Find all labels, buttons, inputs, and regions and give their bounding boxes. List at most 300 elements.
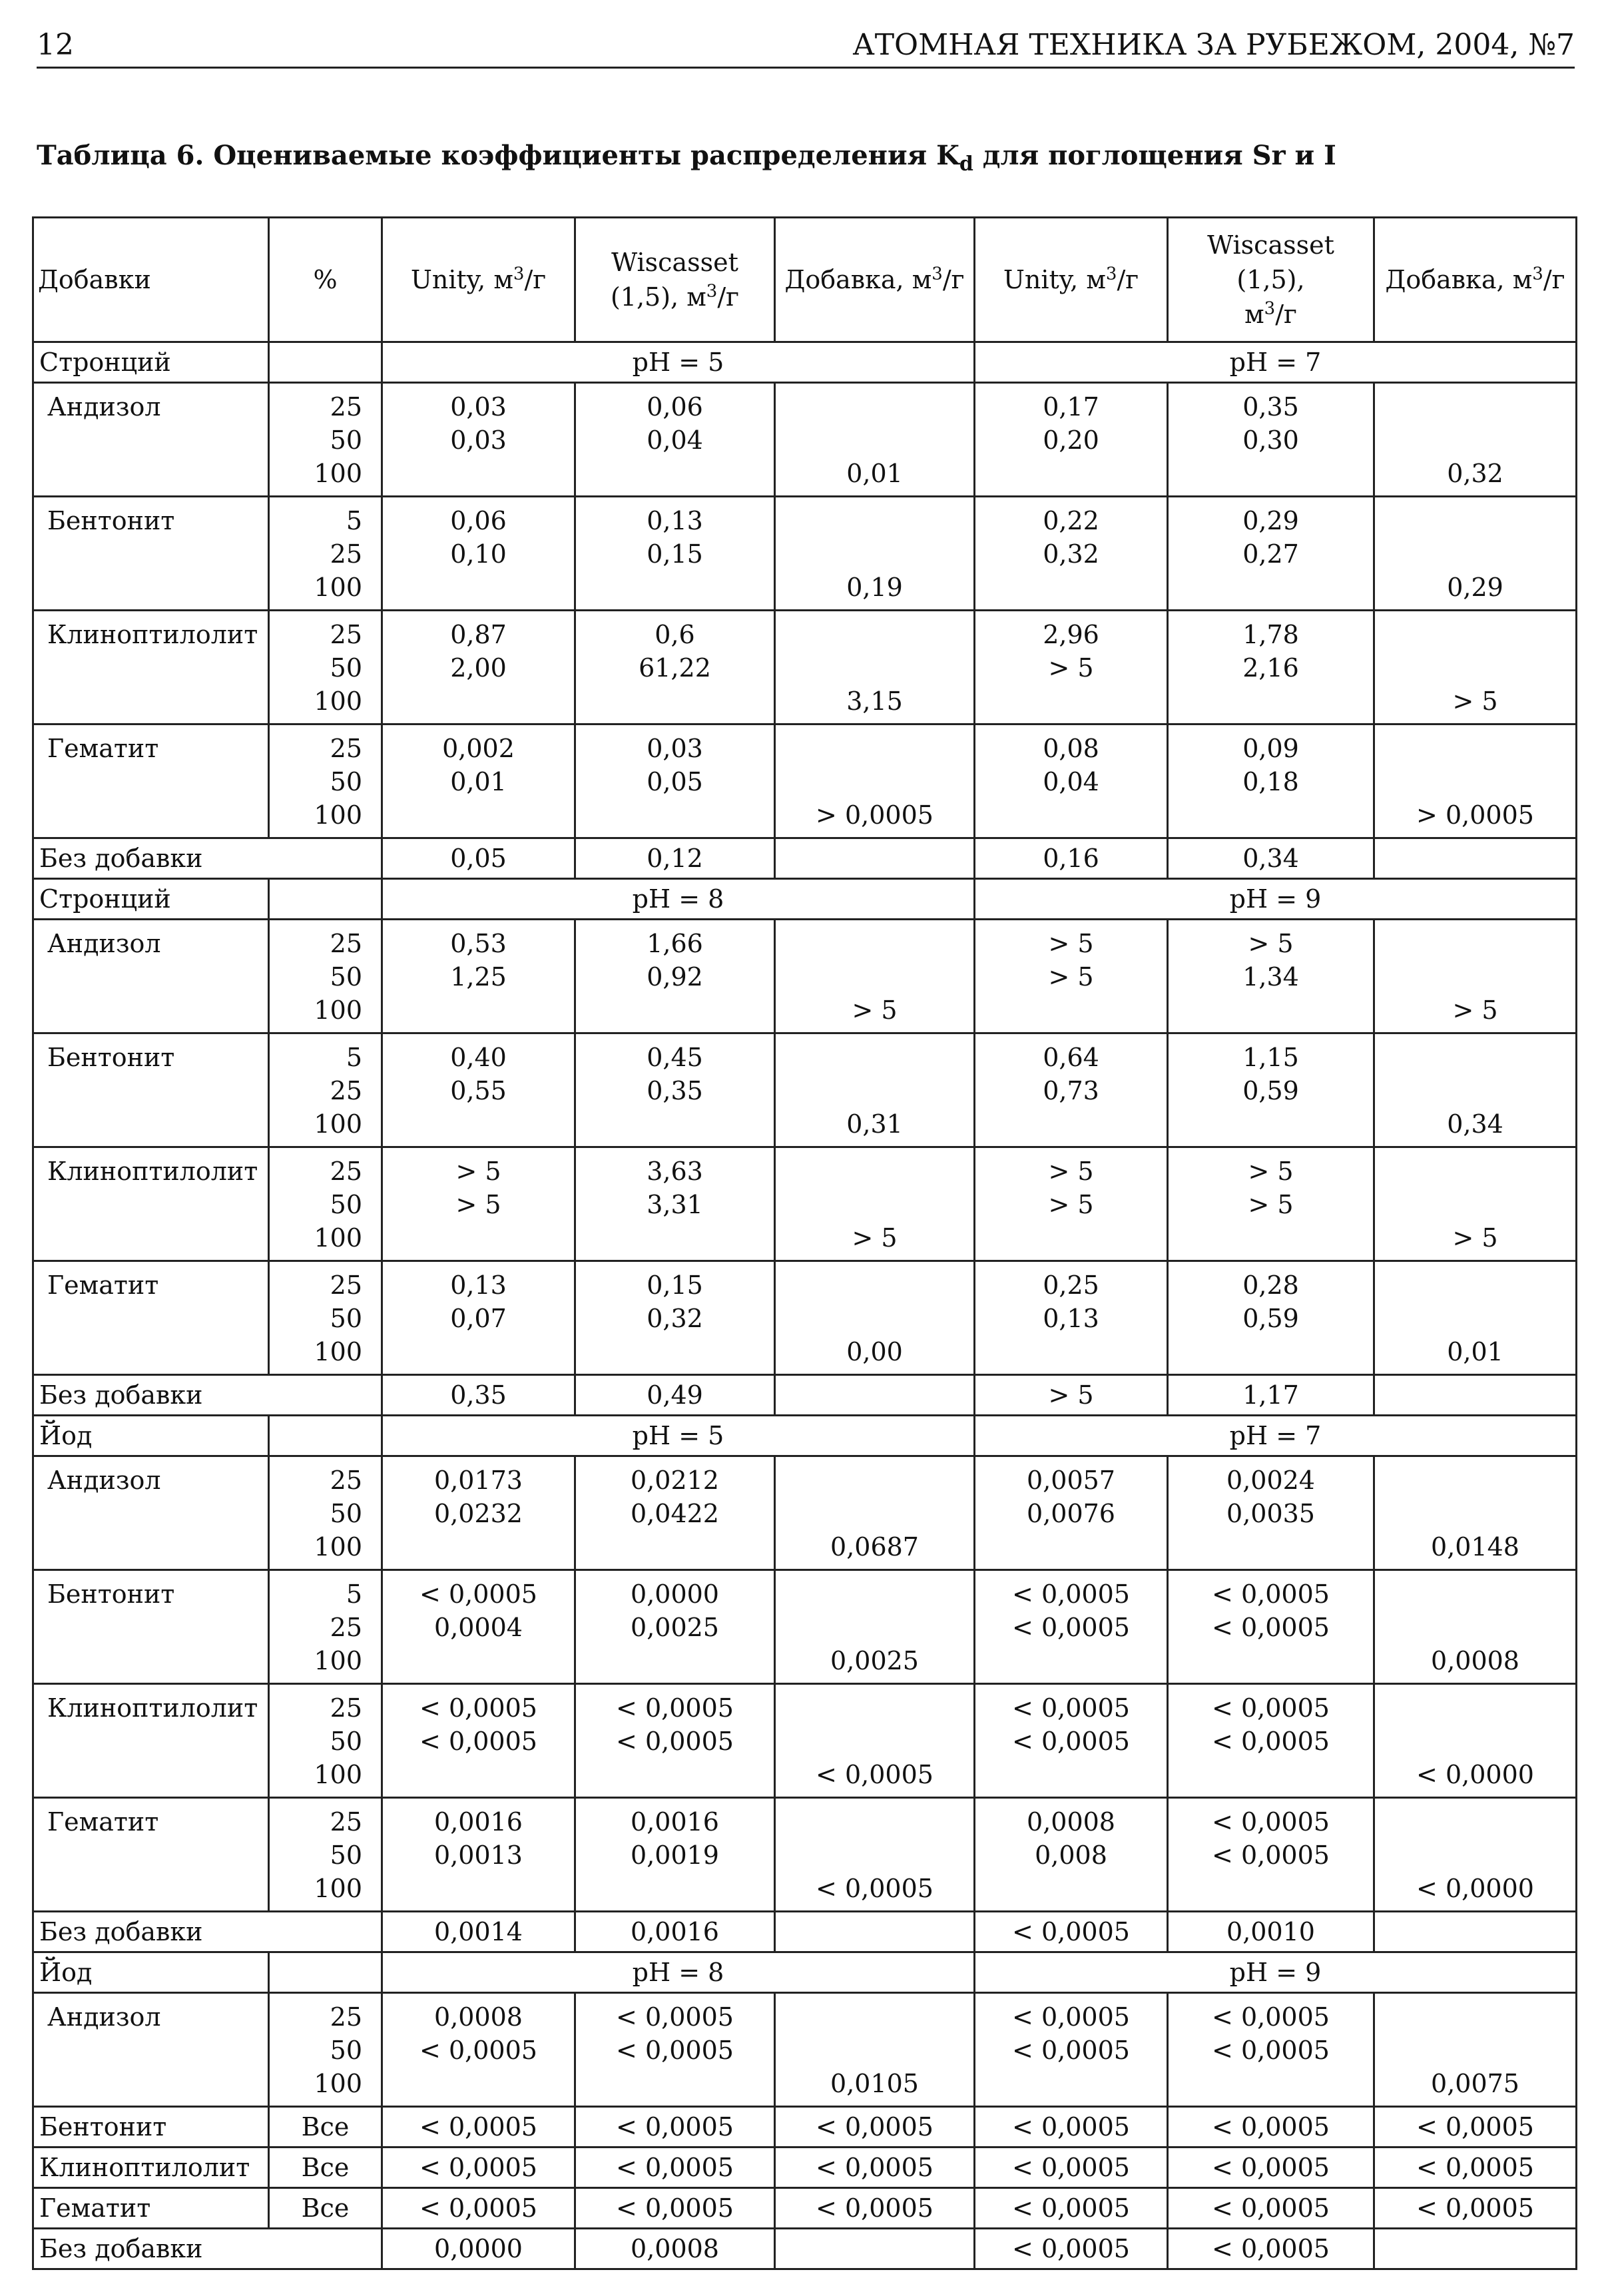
- section-ph-left: pH = 8: [382, 1952, 975, 1993]
- unity-value: [975, 920, 1168, 1033]
- wiscasset-value: [575, 1147, 775, 1261]
- unity-value-line: > 5: [1048, 653, 1094, 683]
- unity-value-line: < 0,0005: [1012, 2036, 1130, 2065]
- section-spacer: [269, 1416, 382, 1456]
- wiscasset-value-line: < 0,0005: [616, 2036, 734, 2065]
- additive-value: < 0,0005: [775, 1684, 975, 1798]
- additive-value: 3,15: [775, 611, 975, 724]
- percent: [269, 920, 382, 1033]
- percent: Все: [269, 2107, 382, 2148]
- percent-line: 100: [314, 1109, 362, 1139]
- unity-value-line: [388, 1530, 569, 1564]
- additive-name: Клиноптилолит: [33, 611, 269, 724]
- unity-value-line: 0,002: [442, 734, 515, 763]
- unity-value-line: < 0,0005: [1012, 2002, 1130, 2032]
- percent-line: 50: [330, 962, 362, 992]
- percent-line: 100: [314, 573, 362, 602]
- value-cell: < 0,0005: [575, 2107, 775, 2148]
- value-cell: < 0,0005: [575, 2188, 775, 2229]
- unity-value: [382, 1261, 575, 1375]
- additive-value: < 0,0005: [775, 1798, 975, 1912]
- wiscasset-value-line: 1,15: [1242, 1043, 1299, 1072]
- baseline-value: 0,16: [975, 838, 1168, 879]
- wiscasset-value: [1168, 1456, 1374, 1570]
- additive-value: 0,01: [775, 383, 975, 497]
- percent: [269, 1798, 382, 1912]
- unity-value-line: [981, 1530, 1161, 1564]
- wiscasset-value-line: 0,32: [647, 1304, 703, 1333]
- percent-line: 50: [330, 1304, 362, 1333]
- wiscasset-value-line: 1,66: [647, 929, 703, 958]
- wiscasset-value-line: 0,35: [1242, 392, 1299, 422]
- additive-value: > 5: [1374, 1147, 1577, 1261]
- section-spacer: [269, 1952, 382, 1993]
- unity-value-line: 0,03: [450, 426, 507, 455]
- additive-value: 0,0025: [775, 1570, 975, 1684]
- additive-value: 0,0008: [1374, 1570, 1577, 1684]
- table-row: [33, 2188, 1577, 2229]
- percent-line: 100: [314, 687, 362, 716]
- unity-value: [975, 383, 1168, 497]
- table-row: [33, 2107, 1577, 2148]
- unity-value-line: 0,0008: [1027, 1807, 1115, 1837]
- wiscasset-value: [1168, 920, 1374, 1033]
- unity-value-line: [388, 457, 569, 490]
- wiscasset-value-line: 0,59: [1242, 1076, 1299, 1105]
- baseline-value: 0,49: [575, 1375, 775, 1416]
- section-header-row: [33, 1952, 1577, 1993]
- section-ph-right: pH = 9: [975, 1952, 1577, 1993]
- unity-value-line: [388, 1758, 569, 1791]
- table-row: [33, 383, 1577, 497]
- wiscasset-value-line: 3,31: [647, 1190, 703, 1219]
- wiscasset-value-line: < 0,0005: [1212, 2036, 1330, 2065]
- percent: [269, 1456, 382, 1570]
- baseline-row: [33, 1912, 1577, 1952]
- wiscasset-value-line: 1,78: [1242, 620, 1299, 649]
- unity-value-line: [981, 798, 1161, 832]
- unity-value-line: [388, 798, 569, 832]
- wiscasset-value-line: 0,15: [647, 1271, 703, 1300]
- additive-name: Андизол: [33, 383, 269, 497]
- wiscasset-value: [575, 920, 775, 1033]
- wiscasset-value-line: 0,0016: [631, 1807, 719, 1837]
- baseline-value: 0,0008: [575, 2229, 775, 2269]
- wiscasset-value: [575, 611, 775, 724]
- unity-value-line: [981, 685, 1161, 718]
- unity-value-line: < 0,0005: [419, 1579, 537, 1609]
- unity-value: [382, 611, 575, 724]
- wiscasset-value-line: [1174, 571, 1368, 604]
- unity-value-line: > 5: [1048, 1157, 1094, 1186]
- unity-value: [975, 1456, 1168, 1570]
- section-header-row: [33, 879, 1577, 920]
- unity-value-line: < 0,0005: [1012, 1693, 1130, 1723]
- unity-value-line: > 5: [1048, 962, 1094, 992]
- unity-value: [382, 1456, 575, 1570]
- wiscasset-value: [575, 1456, 775, 1570]
- unity-value-line: [981, 571, 1161, 604]
- unity-value-line: 0,73: [1043, 1076, 1099, 1105]
- percent-line: 100: [314, 1760, 362, 1789]
- section-ph-right: pH = 7: [975, 342, 1577, 383]
- unity-value-line: 0,0013: [434, 1841, 523, 1870]
- unity-value-line: [981, 994, 1161, 1027]
- additive-value: 0,0105: [775, 1993, 975, 2107]
- unity-value-line: 0,0076: [1027, 1499, 1115, 1528]
- wiscasset-value-line: 0,09: [1242, 734, 1299, 763]
- unity-value-line: 0,0232: [434, 1499, 523, 1528]
- percent-line: 100: [314, 800, 362, 830]
- section-element: Стронций: [33, 342, 269, 383]
- unity-value-line: > 5: [455, 1157, 501, 1186]
- percent-line: 5: [346, 1579, 362, 1609]
- wiscasset-value: [1168, 1798, 1374, 1912]
- unity-value: [382, 1993, 575, 2107]
- wiscasset-value-line: 0,04: [647, 426, 703, 455]
- wiscasset-value-line: < 0,0005: [1212, 1693, 1330, 1723]
- value-cell: < 0,0005: [975, 2188, 1168, 2229]
- unity-value: [975, 1033, 1168, 1147]
- wiscasset-value-line: [581, 1335, 768, 1368]
- wiscasset-value-line: [581, 1758, 768, 1791]
- unity-value-line: 0,07: [450, 1304, 507, 1333]
- baseline-value: 1,17: [1168, 1375, 1374, 1416]
- baseline-value: 0,0016: [575, 1912, 775, 1952]
- additive-name: Бентонит: [33, 2107, 269, 2148]
- baseline-value: [775, 2229, 975, 2269]
- unity-value: [382, 1684, 575, 1798]
- percent: [269, 1147, 382, 1261]
- wiscasset-value-line: [1174, 798, 1368, 832]
- table-row: [33, 1261, 1577, 1375]
- baseline-label: Без добавки: [33, 1375, 382, 1416]
- value-cell: < 0,0005: [1168, 2188, 1374, 2229]
- additive-value: > 5: [775, 920, 975, 1033]
- unity-value-line: [981, 1107, 1161, 1141]
- additive-name: Бентонит: [33, 497, 269, 611]
- wiscasset-value-line: [1174, 1758, 1368, 1791]
- wiscasset-value-line: < 0,0005: [616, 1727, 734, 1756]
- value-cell: < 0,0005: [1374, 2107, 1577, 2148]
- col-header-wiscasset-2: Wiscasset (1,5), $м^3/г$: [1168, 218, 1374, 342]
- unity-value-line: 0,0016: [434, 1807, 523, 1837]
- wiscasset-value-line: [581, 1107, 768, 1141]
- unity-value-line: [981, 1221, 1161, 1255]
- baseline-value: 0,0010: [1168, 1912, 1374, 1952]
- wiscasset-value-line: 0,0000: [631, 1579, 719, 1609]
- col-header-additive-value-1: Добавка, $м^3/г$: [775, 218, 975, 342]
- unity-value: [975, 611, 1168, 724]
- unity-value: [975, 1570, 1168, 1684]
- wiscasset-value: [575, 383, 775, 497]
- wiscasset-value-line: 2,16: [1242, 653, 1299, 683]
- wiscasset-value-line: [1174, 1221, 1368, 1255]
- wiscasset-value-line: [581, 457, 768, 490]
- unity-value: [975, 497, 1168, 611]
- section-ph-left: pH = 8: [382, 879, 975, 920]
- percent-line: 100: [314, 1337, 362, 1366]
- percent-line: 25: [330, 539, 362, 569]
- unity-value-line: 0,06: [450, 506, 507, 535]
- percent-line: 25: [330, 2002, 362, 2032]
- additive-name: Бентонит: [33, 1033, 269, 1147]
- value-cell: < 0,0005: [775, 2188, 975, 2229]
- unity-value: [382, 383, 575, 497]
- unity-value-line: 0,03: [450, 392, 507, 422]
- unity-value-line: > 5: [1048, 929, 1094, 958]
- wiscasset-value: [1168, 1147, 1374, 1261]
- wiscasset-value-line: 0,0024: [1226, 1466, 1315, 1495]
- table-row: [33, 497, 1577, 611]
- wiscasset-value: [1168, 1993, 1374, 2107]
- additive-name: Клиноптилолит: [33, 1147, 269, 1261]
- percent: [269, 724, 382, 838]
- value-cell: < 0,0005: [975, 2107, 1168, 2148]
- baseline-row: [33, 1375, 1577, 1416]
- wiscasset-value: [575, 1033, 775, 1147]
- additive-value: 0,29: [1374, 497, 1577, 611]
- unity-value-line: 1,25: [450, 962, 507, 992]
- wiscasset-value-line: < 0,0005: [616, 1693, 734, 1723]
- wiscasset-value-line: 0,59: [1242, 1304, 1299, 1333]
- section-ph-right: pH = 7: [975, 1416, 1577, 1456]
- additive-value: 0,34: [1374, 1033, 1577, 1147]
- unity-value-line: [388, 1107, 569, 1141]
- percent-line: 100: [314, 459, 362, 488]
- section-header-row: [33, 342, 1577, 383]
- wiscasset-value-line: [581, 798, 768, 832]
- unity-value-line: 0,01: [450, 767, 507, 796]
- table-row: [33, 611, 1577, 724]
- table-row: [33, 1684, 1577, 1798]
- additive-name: Андизол: [33, 1456, 269, 1570]
- unity-value-line: [388, 1221, 569, 1255]
- journal-title: АТОМНАЯ ТЕХНИКА ЗА РУБЕЖОМ, 2004, №7: [852, 28, 1575, 62]
- wiscasset-value-line: > 5: [1248, 1190, 1294, 1219]
- unity-value-line: < 0,0005: [1012, 1613, 1130, 1642]
- unity-value-line: [388, 685, 569, 718]
- additive-value: 0,32: [1374, 383, 1577, 497]
- baseline-value: [775, 838, 975, 879]
- wiscasset-value-line: 0,0025: [631, 1613, 719, 1642]
- unity-value-line: 0,008: [1035, 1841, 1107, 1870]
- wiscasset-value: [1168, 1684, 1374, 1798]
- value-cell: < 0,0005: [1374, 2188, 1577, 2229]
- unity-value: [382, 1033, 575, 1147]
- percent-line: 50: [330, 1190, 362, 1219]
- unity-value-line: < 0,0005: [419, 2036, 537, 2065]
- wiscasset-value: [575, 724, 775, 838]
- unity-value: [382, 920, 575, 1033]
- baseline-value: [1374, 838, 1577, 879]
- unity-value-line: 0,40: [450, 1043, 507, 1072]
- percent-line: 50: [330, 1841, 362, 1870]
- percent-line: 100: [314, 2069, 362, 2098]
- section-spacer: [269, 342, 382, 383]
- additive-value: 0,01: [1374, 1261, 1577, 1375]
- table-caption: Таблица 6. Оцениваемые коэффициенты распределения $K_d$ для поглощения Sr и I: [37, 140, 1336, 176]
- unity-value-line: 0,87: [450, 620, 507, 649]
- wiscasset-value: [1168, 1570, 1374, 1684]
- percent-line: 25: [330, 392, 362, 422]
- wiscasset-value: [575, 1684, 775, 1798]
- wiscasset-value-line: 1,34: [1242, 962, 1299, 992]
- percent-line: 25: [330, 1466, 362, 1495]
- col-header-wiscasset-1: Wiscasset (1,5), $м^3/г$: [575, 218, 775, 342]
- additive-name: Андизол: [33, 920, 269, 1033]
- col-header-additive-value-2: Добавка, $м^3/г$: [1374, 218, 1577, 342]
- unity-value-line: 2,00: [450, 653, 507, 683]
- percent-line: 50: [330, 1499, 362, 1528]
- table-row: [33, 1570, 1577, 1684]
- percent-line: 50: [330, 1727, 362, 1756]
- wiscasset-value-line: 0,13: [647, 506, 703, 535]
- percent: Все: [269, 2188, 382, 2229]
- unity-value-line: [388, 1335, 569, 1368]
- unity-value-line: < 0,0005: [419, 1727, 537, 1756]
- wiscasset-value-line: [581, 2067, 768, 2100]
- wiscasset-value-line: 0,92: [647, 962, 703, 992]
- unity-value-line: 0,0173: [434, 1466, 523, 1495]
- unity-value-line: > 5: [1048, 1190, 1094, 1219]
- unity-value-line: 0,0008: [434, 2002, 523, 2032]
- unity-value-line: 0,08: [1043, 734, 1099, 763]
- unity-value-line: [388, 2067, 569, 2100]
- unity-value-line: [981, 1335, 1161, 1368]
- col-header-unity-2: Unity, $м^3/г$: [975, 218, 1168, 342]
- additive-value: 0,19: [775, 497, 975, 611]
- additive-value: < 0,0000: [1374, 1684, 1577, 1798]
- additive-value: 0,00: [775, 1261, 975, 1375]
- additive-value: 0,0148: [1374, 1456, 1577, 1570]
- unity-value-line: 0,55: [450, 1076, 507, 1105]
- wiscasset-value-line: [581, 1530, 768, 1564]
- distribution-coefficients-table: [32, 216, 1577, 2270]
- wiscasset-value-line: [581, 571, 768, 604]
- wiscasset-value-line: 0,45: [647, 1043, 703, 1072]
- unity-value: [975, 1798, 1168, 1912]
- unity-value: [975, 1684, 1168, 1798]
- percent-line: 25: [330, 620, 362, 649]
- baseline-value: 0,0014: [382, 1912, 575, 1952]
- additive-name: Клиноптилолит: [33, 1684, 269, 1798]
- table-row: [33, 1456, 1577, 1570]
- unity-value-line: [981, 1872, 1161, 1905]
- wiscasset-value-line: [581, 994, 768, 1027]
- wiscasset-value-line: < 0,0005: [1212, 1727, 1330, 1756]
- value-cell: < 0,0005: [382, 2148, 575, 2188]
- unity-value: [382, 1798, 575, 1912]
- table-row: [33, 1033, 1577, 1147]
- section-spacer: [269, 879, 382, 920]
- table-row: [33, 1798, 1577, 1912]
- section-ph-left: pH = 5: [382, 1416, 975, 1456]
- wiscasset-value-line: [1174, 457, 1368, 490]
- unity-value-line: 0,0057: [1027, 1466, 1115, 1495]
- page-header: [37, 25, 1575, 69]
- value-cell: < 0,0005: [975, 2148, 1168, 2188]
- value-cell: < 0,0005: [575, 2148, 775, 2188]
- unity-value-line: < 0,0005: [419, 1693, 537, 1723]
- unity-value-line: < 0,0005: [1012, 1727, 1130, 1756]
- unity-value: [382, 1147, 575, 1261]
- baseline-value: [1374, 2229, 1577, 2269]
- wiscasset-value-line: > 5: [1248, 1157, 1294, 1186]
- value-cell: < 0,0005: [1374, 2148, 1577, 2188]
- percent: [269, 383, 382, 497]
- baseline-value: 0,12: [575, 838, 775, 879]
- percent: [269, 497, 382, 611]
- additive-value: 0,0075: [1374, 1993, 1577, 2107]
- additive-value: > 0,0005: [1374, 724, 1577, 838]
- wiscasset-value-line: [1174, 2067, 1368, 2100]
- percent-line: 25: [330, 929, 362, 958]
- percent-line: 25: [330, 1613, 362, 1642]
- percent-line: 100: [314, 996, 362, 1025]
- wiscasset-value-line: 0,15: [647, 539, 703, 569]
- table-row: [33, 1993, 1577, 2107]
- baseline-value: [775, 1912, 975, 1952]
- percent-line: 100: [314, 1532, 362, 1562]
- wiscasset-value-line: [1174, 1644, 1368, 1677]
- wiscasset-value-line: < 0,0005: [1212, 1579, 1330, 1609]
- baseline-row: [33, 838, 1577, 879]
- unity-value-line: 0,32: [1043, 539, 1099, 569]
- percent: [269, 1033, 382, 1147]
- wiscasset-value: [1168, 611, 1374, 724]
- wiscasset-value-line: 0,03: [647, 734, 703, 763]
- wiscasset-value: [575, 497, 775, 611]
- baseline-value: 0,05: [382, 838, 575, 879]
- additive-value: 0,0687: [775, 1456, 975, 1570]
- wiscasset-value: [1168, 497, 1374, 611]
- wiscasset-value-line: [1174, 1872, 1368, 1905]
- baseline-value: [1374, 1912, 1577, 1952]
- percent: [269, 1261, 382, 1375]
- section-ph-left: pH = 5: [382, 342, 975, 383]
- additive-value: > 5: [1374, 611, 1577, 724]
- percent-line: 50: [330, 426, 362, 455]
- unity-value-line: [388, 1872, 569, 1905]
- wiscasset-value-line: [581, 1221, 768, 1255]
- wiscasset-value-line: < 0,0005: [1212, 1807, 1330, 1837]
- unity-value-line: 0,22: [1043, 506, 1099, 535]
- wiscasset-value-line: [581, 685, 768, 718]
- wiscasset-value-line: 0,28: [1242, 1271, 1299, 1300]
- value-cell: < 0,0005: [775, 2107, 975, 2148]
- wiscasset-value-line: [581, 1872, 768, 1905]
- unity-value-line: [981, 457, 1161, 490]
- percent: [269, 611, 382, 724]
- wiscasset-value-line: [1174, 1530, 1368, 1564]
- baseline-value: [775, 1375, 975, 1416]
- percent-line: 5: [346, 506, 362, 535]
- baseline-value: 0,35: [382, 1375, 575, 1416]
- wiscasset-value-line: 0,05: [647, 767, 703, 796]
- wiscasset-value: [1168, 383, 1374, 497]
- additive-name: Бентонит: [33, 1570, 269, 1684]
- unity-value: [975, 1261, 1168, 1375]
- baseline-value: 0,0000: [382, 2229, 575, 2269]
- baseline-value: [1374, 1375, 1577, 1416]
- additive-name: Гематит: [33, 1798, 269, 1912]
- table-row: [33, 724, 1577, 838]
- additive-name: Клиноптилолит: [33, 2148, 269, 2188]
- percent: [269, 1684, 382, 1798]
- page-number: 12: [37, 28, 74, 62]
- value-cell: < 0,0005: [382, 2188, 575, 2229]
